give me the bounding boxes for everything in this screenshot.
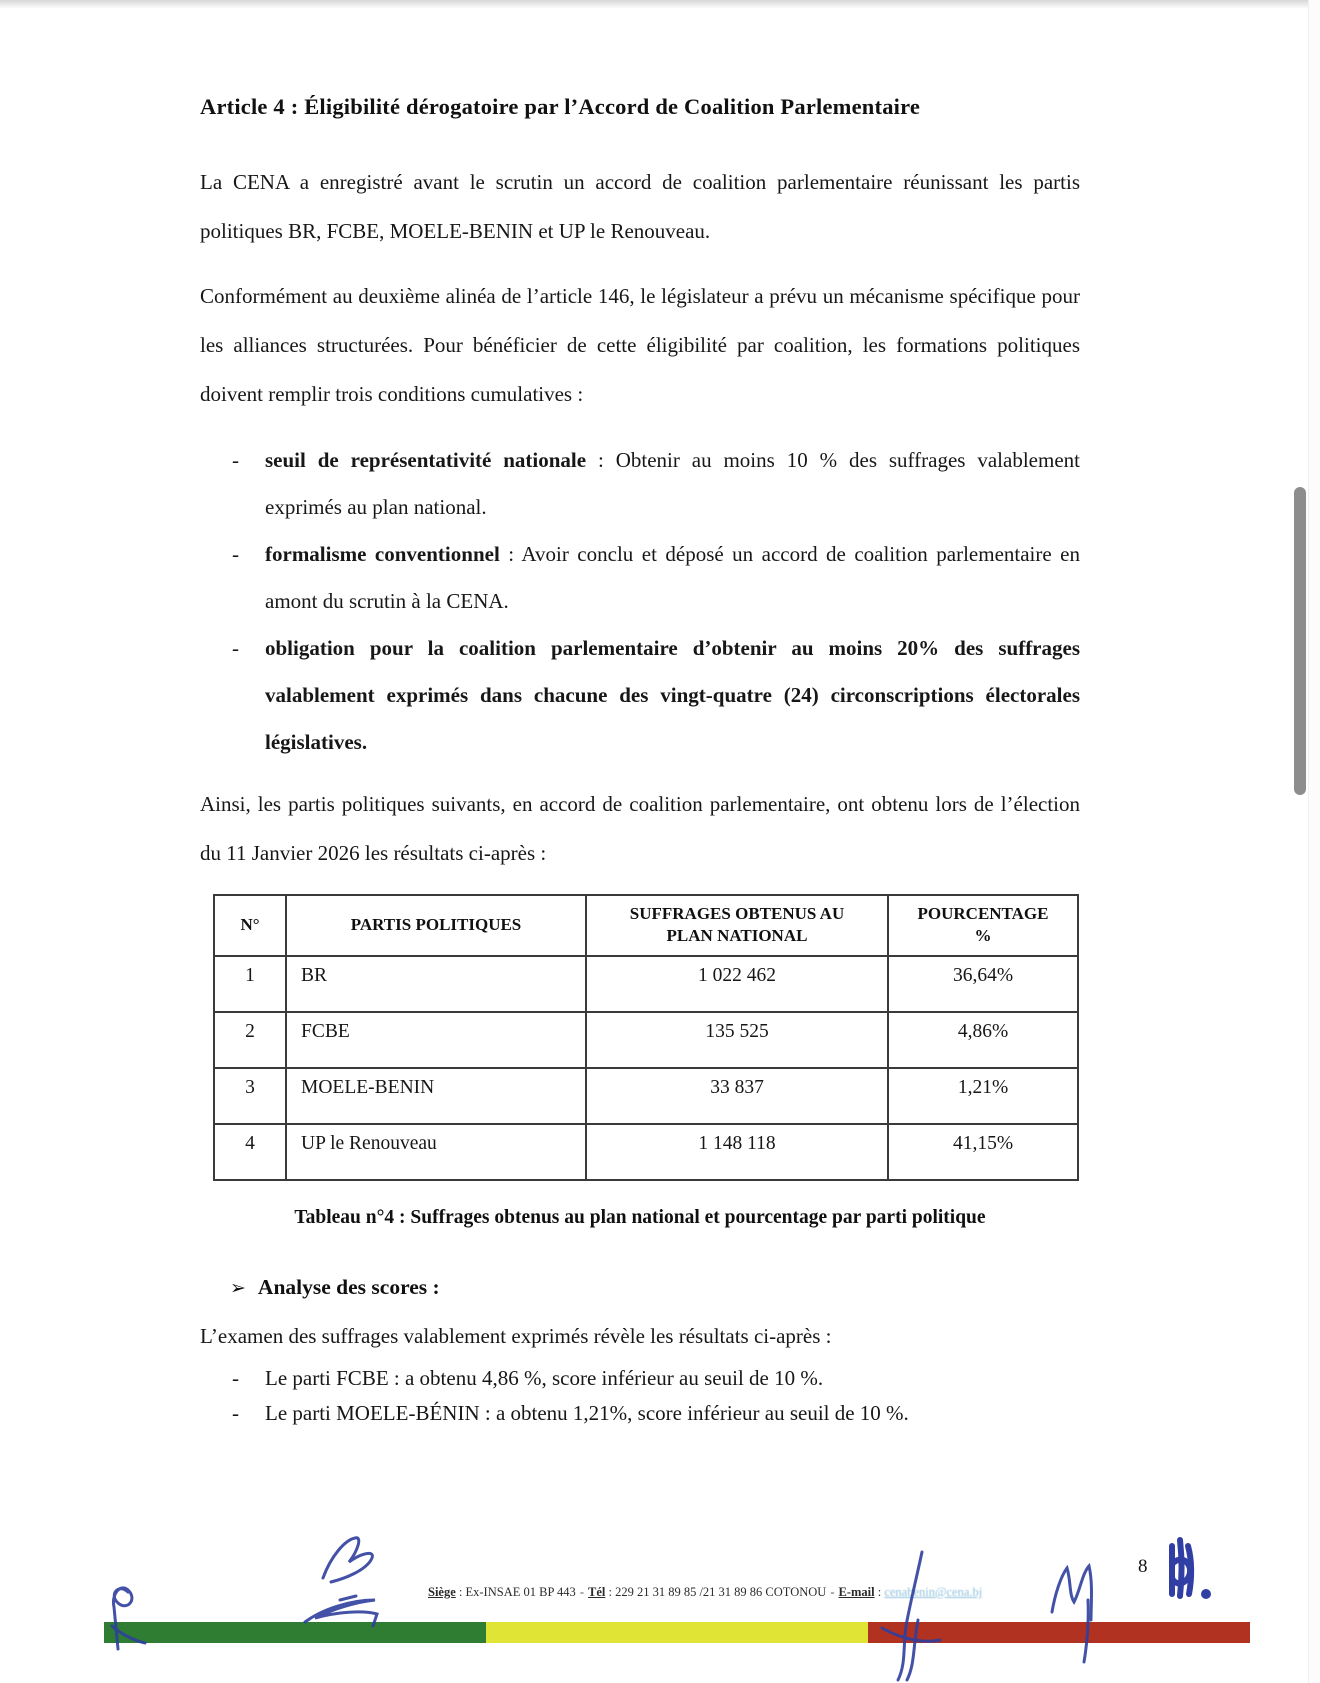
header-numero: N° bbox=[214, 895, 286, 956]
condition-term: seuil de représentativité nationale bbox=[265, 448, 587, 472]
ink-signatures-overlay bbox=[0, 1480, 1320, 1683]
analysis-text: Le parti MOELE-BÉNIN : a obtenu 1,21%, score inférieur au seuil de 10 %. bbox=[265, 1401, 909, 1425]
dash-bullet: - bbox=[232, 1401, 239, 1425]
dash-bullet: - bbox=[232, 1366, 239, 1390]
cell-num: 1 bbox=[214, 956, 286, 1012]
table-caption: Tableau n°4 : Suffrages obtenus au plan national et pourcentage par parti politique bbox=[294, 1207, 986, 1228]
cell-votes: 33 837 bbox=[586, 1068, 888, 1124]
cell-num: 2 bbox=[214, 1012, 286, 1068]
signature-ink-red bbox=[882, 1552, 940, 1680]
cell-pct: 36,64% bbox=[888, 956, 1078, 1012]
table-row bbox=[214, 1012, 1078, 1068]
arrow-bullet-icon: ➢ bbox=[230, 1278, 246, 1299]
cell-num: 4 bbox=[214, 1124, 286, 1180]
analysis-list bbox=[200, 1361, 1080, 1431]
condition-seuil bbox=[200, 437, 1080, 531]
paragraph-article-146: Conformément au deuxième alinéa de l’article 146, le législateur a prévu un mécanisme spécifique pour les alliances structurées. Pour bénéficier de cette éligibilité par coalition, les formations politiques doivent remplir trois conditions cumulatives : bbox=[200, 284, 1080, 406]
scrollbar-thumb[interactable] bbox=[1294, 487, 1306, 795]
table-row bbox=[214, 1068, 1078, 1124]
cell-party: UP le Renouveau bbox=[286, 1124, 586, 1180]
footer-email-label: E-mail bbox=[838, 1585, 875, 1599]
condition-term: formalisme conventionnel bbox=[265, 542, 500, 566]
analysis-text: Le parti FCBE : a obtenu 4,86 %, score inférieur au seuil de 10 %. bbox=[265, 1366, 824, 1390]
paragraph-resultats: Ainsi, les partis politiques suivants, en accord de coalition parlementaire, ont obtenu lors de l’élection du 11 Janvier 2026 les résultats ci-après : bbox=[200, 792, 1080, 865]
analysis-item-moele bbox=[200, 1396, 1080, 1431]
condition-obligation bbox=[200, 625, 1080, 766]
condition-text: : Obtenir au moins 10 % des suffrages valablement exprimés au plan national. bbox=[265, 448, 1080, 519]
cell-party: FCBE bbox=[286, 1012, 586, 1068]
condition-text: : Avoir conclu et déposé un accord de coalition parlementaire en amont du scrutin à la CENA. bbox=[265, 542, 1080, 613]
footer-tel-label: Tél bbox=[587, 1585, 606, 1599]
cell-pct: 4,86% bbox=[888, 1012, 1078, 1068]
analysis-heading bbox=[200, 1275, 1080, 1300]
stamp-ink-dot bbox=[1201, 1589, 1211, 1599]
cell-votes: 135 525 bbox=[586, 1012, 888, 1068]
cell-pct: 41,15% bbox=[888, 1124, 1078, 1180]
header-pourcentage: POURCENTAGE % bbox=[888, 895, 1078, 956]
paragraph-cena-accord: La CENA a enregistré avant le scrutin un accord de coalition parlementaire réunissant les partis politiques BR, FCBE, MOELE-BENIN et UP le Renouveau. bbox=[200, 170, 1080, 243]
analysis-intro: L’examen des suffrages valablement exprimés révèle les résultats ci-après : bbox=[200, 1324, 832, 1348]
header-suffrages: SUFFRAGES OBTENUS AU PLAN NATIONAL bbox=[586, 895, 888, 956]
dash-bullet: - bbox=[232, 636, 239, 660]
header-partis: PARTIS POLITIQUES bbox=[286, 895, 586, 956]
flag-green-segment bbox=[104, 1622, 486, 1643]
signature-ink-m bbox=[1052, 1566, 1092, 1662]
analysis-item-fcbe bbox=[200, 1361, 1080, 1396]
stamp-initials-ink bbox=[1172, 1540, 1191, 1596]
article-title: Article 4 : Éligibilité dérogatoire par l’Accord de Coalition Parlementaire bbox=[200, 94, 921, 119]
cell-num: 3 bbox=[214, 1068, 286, 1124]
cell-votes: 1 022 462 bbox=[586, 956, 888, 1012]
signature-ink-green bbox=[305, 1538, 377, 1626]
page-right-edge bbox=[1308, 0, 1320, 1683]
document-body bbox=[200, 94, 1080, 1431]
footer-email-link[interactable]: cenabenin@cena.bj bbox=[884, 1585, 983, 1599]
analysis-heading-label: Analyse des scores : bbox=[257, 1275, 440, 1299]
cell-party: MOELE-BENIN bbox=[286, 1068, 586, 1124]
condition-formalisme bbox=[200, 531, 1080, 625]
flag-red-segment bbox=[868, 1622, 1250, 1643]
cell-pct: 1,21% bbox=[888, 1068, 1078, 1124]
scrollbar-track[interactable] bbox=[1293, 0, 1307, 1683]
cell-votes: 1 148 118 bbox=[586, 1124, 888, 1180]
table-row bbox=[214, 956, 1078, 1012]
page-top-edge bbox=[0, 0, 1320, 8]
results-table bbox=[213, 894, 1079, 1181]
benin-flag-stripe bbox=[104, 1622, 1250, 1643]
footer-siege-label: Siège bbox=[428, 1585, 456, 1599]
table-row bbox=[214, 1124, 1078, 1180]
page-number: 8 bbox=[1138, 1556, 1148, 1577]
footer-contact-line: Siège : Ex-INSAE 01 BP 443 - Tél : 229 21 31 89 85 /21 31 89 86 COTONOU - E-mail : cenabenin@cena.bj bbox=[428, 1585, 983, 1599]
dash-bullet: - bbox=[232, 448, 239, 472]
conditions-list bbox=[200, 437, 1080, 766]
dash-bullet: - bbox=[232, 542, 239, 566]
condition-term: obligation pour la coalition parlementaire d’obtenir au moins 20% des suffrages valablement exprimés dans chacune des vingt-quatre (24) circonscriptions électorales législatives. bbox=[265, 636, 1080, 754]
flag-yellow-segment bbox=[486, 1622, 868, 1643]
table-header-row bbox=[214, 895, 1078, 956]
cell-party: BR bbox=[286, 956, 586, 1012]
